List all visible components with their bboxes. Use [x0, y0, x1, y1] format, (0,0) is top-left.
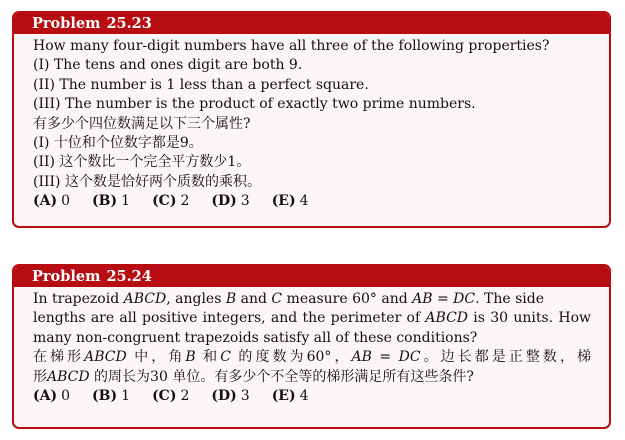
- problem-card-25-23: [12, 11, 611, 228]
- property-3-zh: (III) 这个数是恰好两个质数的乘积。: [33, 173, 261, 190]
- question-line-1-zh: 在梯形ABCD 中，角B 和C 的度数为60°，AB = DC。边长都是正整数，梯: [33, 349, 592, 366]
- problem-body: [14, 34, 609, 212]
- choice-a: (A) 0: [33, 388, 71, 405]
- question-text-en: How many four-digit numbers have all three of the following properties?: [33, 38, 550, 54]
- choice-e: (E) 4: [271, 388, 309, 405]
- question-text-zh: 有多少个四位数满足以下三个属性?: [33, 115, 251, 132]
- problem-label: Problem: [32, 15, 101, 32]
- property-1-zh: (I) 十位和个位数字都是9。: [33, 135, 203, 152]
- problem-card-25-24: [12, 264, 611, 429]
- choice-a: (A) 0: [33, 193, 71, 210]
- choice-b: (B) 1: [92, 193, 131, 210]
- choice-d: (D) 3: [211, 388, 250, 405]
- question-line-2-en: lengths are all positive integers, and the perimeter of ABCD is 30 units. How: [33, 310, 591, 327]
- question-line-3-en: many non-congruent trapezoids satisfy all of these conditions?: [33, 329, 478, 346]
- problem-number: 25.24: [106, 268, 152, 285]
- property-1-en: (I) The tens and ones digit are both 9.: [33, 57, 303, 74]
- problem-body: [14, 287, 609, 406]
- property-3-en: (III) The number is the product of exactly two prime numbers.: [33, 96, 476, 113]
- choice-c: (C) 2: [152, 388, 190, 405]
- choice-c: (C) 2: [152, 193, 190, 210]
- choice-b: (B) 1: [92, 388, 131, 405]
- answer-choices: [33, 192, 591, 211]
- question-line-2-zh: 形ABCD 的周长为30 单位。有多少个不全等的梯形满足所有这些条件?: [33, 368, 474, 385]
- problem-header: [14, 13, 609, 34]
- problem-number: 25.23: [106, 15, 152, 32]
- property-2-zh: (II) 这个数比一个完全平方数少1。: [33, 154, 251, 171]
- problem-header: [14, 266, 609, 287]
- property-2-en: (II) The number is 1 less than a perfect square.: [33, 76, 369, 93]
- choice-d: (D) 3: [211, 193, 250, 210]
- problem-label: Problem: [32, 268, 101, 285]
- question-line-1-en: In trapezoid ABCD, angles B and C measure 60° and AB = DC. The side: [33, 291, 545, 307]
- answer-choices: [33, 387, 591, 406]
- choice-e: (E) 4: [271, 193, 309, 210]
